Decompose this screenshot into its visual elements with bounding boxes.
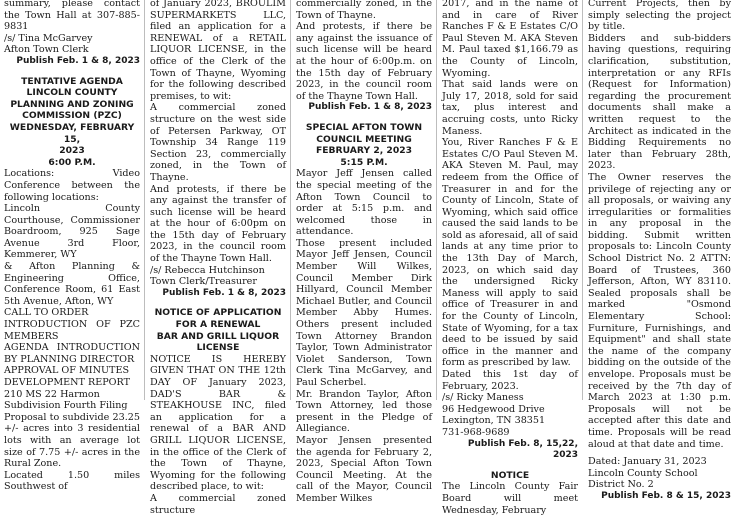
- notice-text: The Lincoln County Fair Board will meet Wednesday, February: [442, 481, 578, 516]
- column-1: [4, 0, 140, 493]
- notice-text: Bidders and sub-bidders having questions, requiring clarification, substitution, interpretation or any RFIs (Request for Information) regarding the procurement documents shall make a written request to the Architect as indicated in the Bidding Requirements no later than February 28th, 2023.: [588, 32, 731, 172]
- notice-heading: COMMISSION (PZC): [22, 110, 122, 122]
- notice-text: 210 MS 22 Harmon Subdivision Fourth Filing: [4, 388, 128, 412]
- notice-heading: NOTICE: [490, 469, 530, 481]
- notice-text: of January 2023, BROULIM SUPERMARKETS LLC, filed an application for a RENEWAL of a RETAIL LIQUOR LICENSE, in the office of the Clerk of the Town of Thayne, Wyoming for the following described premises, to wit:: [150, 0, 286, 102]
- notice-text: Lincoln County Courthouse, Commissioner Boardroom, 925 Sage Avenue 3rd Floor, Kemmerer, WY: [4, 203, 140, 261]
- notice-text: /s/ Ricky Maness: [442, 392, 524, 404]
- notice-text: summary, please contact the Town Hall at 307-885-9831: [4, 0, 140, 33]
- column-4: [442, 0, 578, 516]
- notice-text: Lincoln County School District No. 2: [588, 467, 698, 491]
- notice-text: You, River Ranches F & E Estates C/O Paul Steven M. AKA Steven M. Paul, may redeem from the Office of Treasurer in and for the County of Lincoln, State of Wyoming, which said office caused the said lands to be sold as aforesaid, all of said lands at any time prior to the 13th Day of March, 2023, on which said day the undersigned Ricky Maness will apply to said office of Treasurer in and for the County of Lincoln, State of Wyoming, for a tax deed to be issued by said office in the manner and form as prescribed by law.: [442, 137, 578, 369]
- notice-text: The Owner reserves the privilege of rejecting any or all proposals, or waiving any irregularities or formalities in any proposal in the bidding. Submit written proposals to: Lincoln County School District No. 2 ATTN: Board of Trustees, 360 Jefferson, Afton, WY 83110. Sealed proposals shall be marked "Osmond Elementary School: Furniture, Furnishings, and Equipment" and shall state the name of the company bidding on the outside of the envelope. Proposals must be received by the 7th day of March 2023 at 1:30 p.m. Proposals will not be accepted after this date and time. Proposals will be read aloud at that date and time.: [588, 171, 731, 450]
- notice-text: Afton Town Clerk: [4, 44, 89, 56]
- notice-heading: TENTATIVE AGENDA: [21, 75, 123, 87]
- notice-text: A commercial zoned structure: [150, 492, 286, 516]
- notice-heading: WEDNESDAY, FEBRUARY 15,: [9, 121, 135, 145]
- notice-text: Lexington, TN 38351: [442, 415, 546, 427]
- column-2: [150, 0, 286, 516]
- notice-text: /s/ Rebecca Hutchinson: [150, 264, 265, 276]
- notice-heading: NOTICE OF APPLICATION: [154, 307, 282, 319]
- column-divider: [290, 0, 291, 400]
- publish-dates: Publish Feb. 1 & 8, 2023: [16, 55, 140, 66]
- notice-heading: LINCOLN COUNTY: [26, 87, 118, 99]
- notice-text: CALL TO ORDER: [4, 307, 89, 319]
- notice-heading: 2023: [59, 145, 85, 157]
- notice-text: 96 Hedgewood Drive: [442, 403, 545, 415]
- column-divider: [582, 0, 583, 400]
- notice-heading: SPECIAL AFTON TOWN: [305, 121, 423, 133]
- notice-text: Proposal to subdivide 23.25 +/- acres into 3 residential lots with an average lot size of 7.75 +/- acres in the Rural Zone.: [4, 411, 140, 470]
- notice-text: AGENDA INTRODUCTION BY PLANNING DIRECTOR: [4, 342, 140, 365]
- notice-heading: LICENSE: [196, 342, 240, 354]
- notice-text: Current Projects, then by simply selecting the project by title.: [588, 0, 731, 33]
- notice-text: Mayor Jeff Jensen called the special meeting of the Afton Town Council to order at 5:15 p.m. and welcomed those in attendance.: [296, 168, 432, 238]
- notice-text: Mayor Jensen presented the agenda for February 2, 2023, Special Afton Town Council Meeting. At the call of the Mayor, Council Member Wilkes: [296, 434, 432, 504]
- notice-heading: COUNCIL MEETING: [316, 133, 412, 145]
- publish-dates: Publish Feb. 1 & 8, 2023: [308, 102, 432, 113]
- notice-text: DEVELOPMENT REPORT: [4, 377, 130, 388]
- notice-heading: FOR A RENEWAL: [175, 319, 261, 331]
- notice-text: INTRODUCTION OF PZC MEMBERS: [4, 319, 140, 342]
- notice-text: Dated: January 31, 2023: [588, 456, 707, 468]
- publish-dates: Publish Feb. 8, 15,22, 2023: [467, 438, 578, 461]
- notice-text: Mr. Brandon Taylor, Afton Town Attorney, led those present in the Pledge of Allegiance.: [296, 388, 432, 435]
- notice-text: APPROVAL OF MINUTES: [4, 365, 130, 377]
- notice-text: And protests, if there be any against the issuance of such license will be heard at the hour of 6:00p.m. on the 15th day of February 2023, in the council room of the Thayne Town Hall.: [296, 21, 432, 102]
- notice-text: That said lands were on July 17, 2018, sold for said tax, plus interest and accruing costs, unto Ricky Maness.: [442, 79, 578, 137]
- notice-heading: FEBRUARY 2, 2023: [316, 145, 412, 157]
- notice-heading: 6:00 P.M.: [48, 156, 96, 168]
- notice-text: commercially zoned, in the Town of Thayne.: [296, 0, 432, 21]
- notice-text: Town Clerk/Treasurer: [150, 276, 257, 288]
- publish-dates: Publish Feb. 1 & 8, 2023: [162, 287, 286, 298]
- notice-text: Those present included Mayor Jeff Jensen, Council Member Will Wilkes, Council Member Dirk Hillyard, Council Member Michael Butler, and Council Member Abby Humes. Others present included Town Attorney Brandon Taylor, Town Administrator Violet Sanderson, Town Clerk Tina McGarvey, and Paul Scherbel.: [296, 237, 432, 388]
- notice-text: Locations: Video Conference between the following locations:: [4, 168, 140, 203]
- notice-text: /s/ Tina McGarvey: [4, 32, 93, 44]
- publish-dates: Publish Feb. 8 & 15, 2023: [601, 490, 731, 501]
- notice-heading: BAR AND GRILL LIQUOR: [156, 330, 280, 342]
- notice-text: A commercial zoned structure on the west side of Petersen Parkway, OT Township 34 Range 119 Section 23, commercially zoned, in the Town of Thayne.: [150, 102, 286, 183]
- notice-text: & Afton Planning & Engineering Office, Conference Room, 61 East 5th Avenue, Afton, WY: [4, 261, 140, 307]
- column-5: [588, 0, 731, 501]
- notice-heading: 5:15 P.M.: [340, 156, 388, 168]
- notice-text: Located 1.50 miles Southwest of: [4, 469, 140, 493]
- notice-heading: PLANNING AND ZONING: [10, 98, 134, 110]
- notice-text: And protests, if there be any against the transfer of such license will be heard at the hour of 6:00pm on the 15th day of February 2023, in the council room of the Thayne Town Hall.: [150, 183, 286, 265]
- notice-text: Dated this 1st day of February, 2023.: [442, 369, 578, 392]
- notice-text: 731-968-9689: [442, 426, 510, 438]
- column-3: [296, 0, 432, 504]
- column-divider: [436, 0, 437, 400]
- notice-text: NOTICE IS HEREBY GIVEN THAT ON THE 12th DAY OF January 2023, DAD'S BAR & STEAKHOUSE INC, filed an application for a renewal of a BAR AND GRILL LIQUOR LICENSE, in the office of the Clerk of the Town of Thayne, Wyoming for the following described place, to wit:: [150, 353, 286, 493]
- notice-text: 2017, and in the name of and in care of River Ranches F & E Estates C/O Paul Steven M. AKA Steven M. Paul taxed $1,166.79 as the County of Lincoln, Wyoming.: [442, 0, 578, 79]
- column-divider: [144, 0, 145, 400]
